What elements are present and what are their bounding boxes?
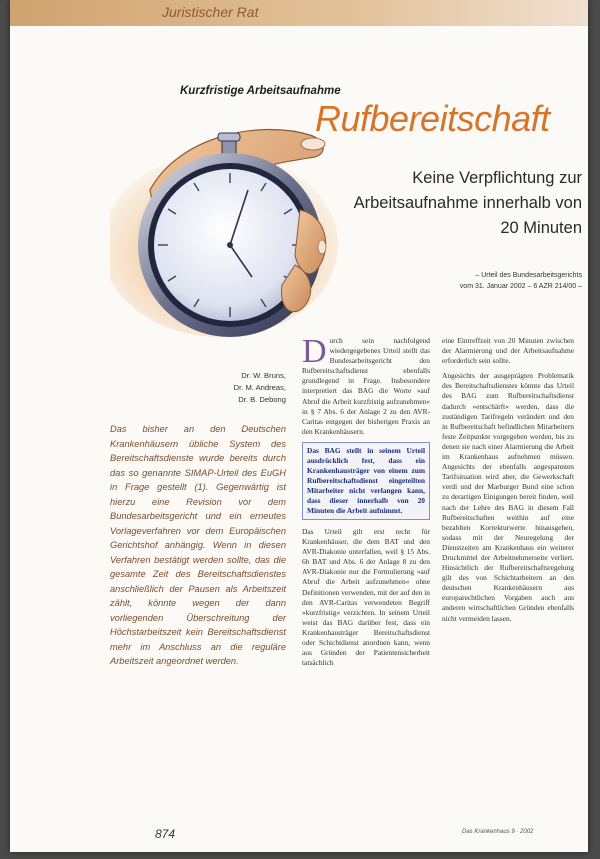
court-reference-line: – Urteil des Bundesarbeitsgerichts — [475, 272, 582, 279]
body-column-2 — [442, 336, 574, 629]
body-paragraph — [302, 333, 430, 437]
body-paragraph: Angesichts der ausgeprägten Problematik des Bereitschaftsdienstes könnte das Urteil des BAG zum Rufbereitschaftsdienst dadurch »entschärft« werden, dass die zuständigen Tarifregeln verändert und den in Rufbereitschaft befindlichen Mitarbeitern feste Zeitpunkte vorgegeben werden, bis zu denen sie nach einer Alarmierung die Arbeit im Krankenhaus aufnehmen müssen. Angesichts der ebenfalls angespannten Tarifsituation wird aber, die Gewerkschaft verdi und der Marburger Bund eine schon zu derartigen Einigungen bereit finden, weil nach der Lehre des BAG in diesem Fall Rufbereitschaften weithin auf eine bezahlten Korrekturwerte hinausgehen, sodass mit der Neuregelung der Dienstzeiten am Krankenhaus ein weiterer Druckmittel der Arbeitnehmerseite verliert. Hinsichtlich der Rufbereitschaftsregelung gilt des von Schichtarbeitern an den deutschen Krankenhäusern aus europarechtlichen Vorgaben auch aus anderen wirtschaftlichen Gründen ebenfalls nicht vermeiden lassen. — [442, 371, 574, 623]
body-column-1 — [302, 333, 430, 673]
stopwatch-hand-illustration — [110, 95, 345, 340]
section-rubric: Juristischer Rat — [162, 4, 259, 20]
highlight-box: Das BAG stellt in seinem Urteil ausdrücklich fest, dass ein Krankenhausträger von einem zum Rufbereitschaftsdienst eingeteilten Mitarbeiter nicht verlangen kann, dass dieser innerhalb von 20 Minuten die Arbeit aufnimmt. — [302, 442, 430, 520]
author-name: Dr. B. Debong — [238, 395, 286, 404]
court-reference — [402, 270, 582, 292]
article-lead: Das bisher an den Deutschen Krankenhäusern übliche System des Bereitschaftsdienste wurde bereits durch das so genannte SIMAP-Urteil des EuGH in Frage gestellt (1). Gegenwärtig ist hierzu eine Revision vor dem Bundesarbeitsgericht und ein erneutes Vorlageverfahren vor dem Europäischen Gerichtshof anhängig. Wenn in diesen Verfahren bestätigt werden sollte, das die gesamte Zeit des Bereitschaftsdienstes anschließlich der Pausen als Arbeitszeit zählt, könnte wegen der dann vorliegenden Überschreitung der Höchstarbeitszeit kein Bereitschaftsdienst mehr im Anschluss an die reguläre Arbeitszeit angeordnet werden. — [110, 424, 286, 666]
drop-cap: D — [302, 333, 327, 370]
article-title: Rufbereitschaft — [315, 98, 550, 139]
author-name: Dr. W. Bruns, — [241, 371, 286, 380]
author-name: Dr. M. Andreas, — [233, 383, 286, 392]
article-subtitle: Keine Verpflichtung zur Arbeitsaufnahme innerhalb von 20 Minuten — [353, 169, 582, 237]
body-paragraph-text: urch sein nachfolgend wiedergegebenes Urteil stellt das Bundesarbeitsgericht den Rufbereitschaftsdienst ebenfalls grundlegend in Frage. Insbesondere interpretiert das BAG die Worte »auf Abruf die Arbeit kurzfristig aufzunehmen« in § 7 Abs. 6 der Anlage 2 zu den AVR-Caritas entgegen der bisherigen Praxis an den Krankenhäusern. — [302, 336, 430, 436]
body-paragraph: Das Urteil gilt erst recht für Krankenhäuser, die dem BAT und den AVR-Diakonie unterfallen, weil § 15 Abs. 6b BAT und Abs. 6 der Anlage 8 zu den AVR-Diakonie nur die Formulierung »auf Abruf die Arbeit aufzunehmen« ohne Definitionen verwenden, mit der auf den in den AVR-Caritas verwendeten Begriff »kurzfristig« verzichten. In seinem Urteil weist das BAG darüber fest, dass ein Krankenhausträger Bereitschaftsdienst oder Schichtdienst anordnen kann, wenn aus Gründen der Patientensicherheit tatsächlich — [302, 526, 430, 668]
journal-footer: Das Krankenhaus 9 · 2002 — [462, 829, 534, 835]
body-paragraph: eine Eintreffzeit von 20 Minuten zwischen der Alarmierung und der Arbeitsaufnahme erforderlich sein sollte. — [442, 336, 574, 366]
article-kicker: Kurzfristige Arbeitsaufnahme — [180, 85, 341, 97]
top-color-band — [10, 0, 588, 26]
magazine-page — [10, 0, 588, 852]
court-reference-line: vom 31. Januar 2002 – 6 AZR 214/00 – — [459, 283, 582, 290]
page-number: 874 — [155, 827, 176, 841]
author-list — [170, 370, 286, 406]
